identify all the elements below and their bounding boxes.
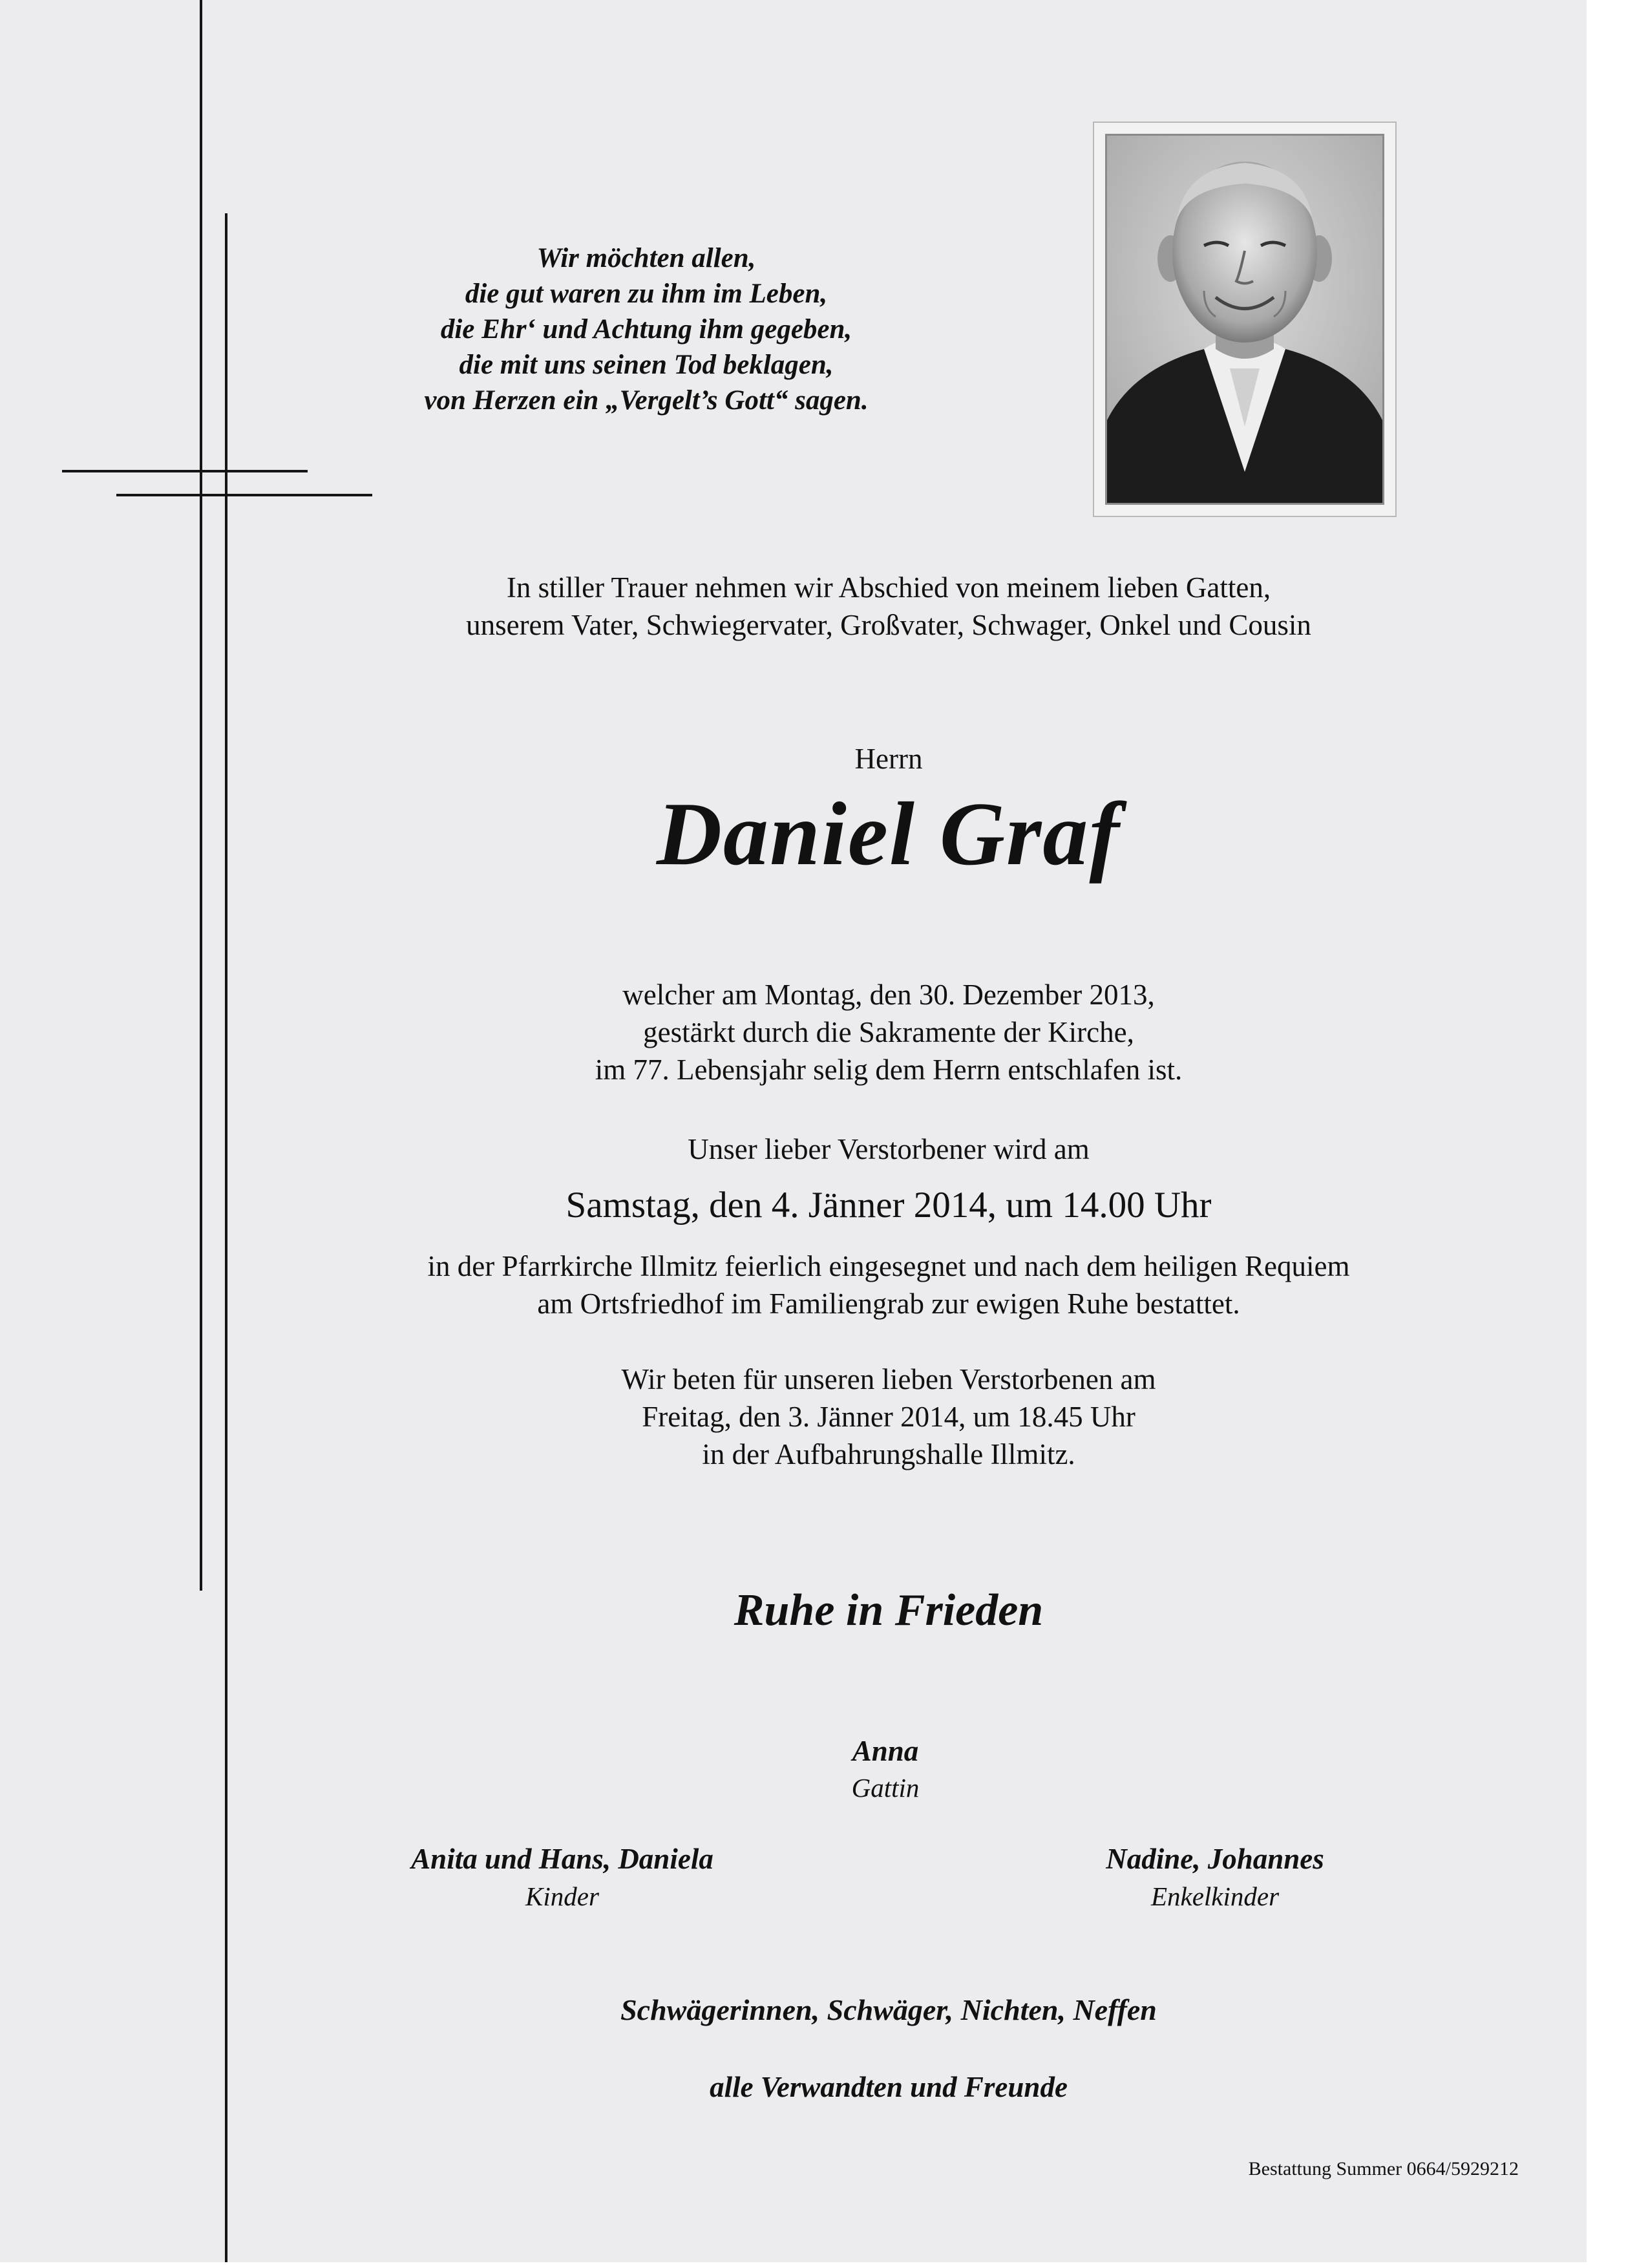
intro-line: unserem Vater, Schwiegervater, Großvater, Schwager, Onkel und Cousin [466,609,1311,641]
prayer-line: Wir beten für unseren lieben Verstorbenen am [621,1363,1156,1395]
death-line: welcher am Montag, den 30. Dezember 2013, [622,979,1155,1011]
burial-line: in der Pfarrkirche Illmitz feierlich eingesegnet und nach dem heiligen Requiem [427,1250,1350,1282]
prayer-notice [388,1361,1389,1473]
poem-line: von Herzen ein „Vergelt’s Gott“ sagen. [424,385,869,416]
salutation: Herrn [854,743,923,775]
portrait-photo [1105,134,1384,505]
death-line: gestärkt durch die Sakramente der Kirche, [643,1016,1134,1048]
poem-line: die gut waren zu ihm im Leben, [465,279,828,309]
rest-in-peace: Ruhe in Frieden [734,1585,1044,1635]
portrait-frame [1093,122,1397,517]
intro-line: In stiller Trauer nehmen wir Abschied von meinem lieben Gatten, [506,571,1271,604]
burial-place [291,1247,1486,1322]
deceased-name: Daniel Graf [656,784,1121,884]
death-notice [323,976,1454,1088]
portrait-illustration [1107,136,1382,503]
burial-date: Samstag, den 4. Jänner 2014, um 14.00 Uhr [565,1185,1212,1225]
memorial-poem [388,240,905,418]
relatives: alle Verwandten und Freunde [710,2071,1068,2103]
poem-line: Wir möchten allen, [536,243,756,273]
prayer-line: Freitag, den 3. Jänner 2014, um 18.45 Uhr [642,1401,1136,1433]
death-line: im 77. Lebensjahr selig dem Herrn entschlafen ist. [595,1054,1183,1086]
spouse-name: Anna [852,1735,919,1767]
children-role: Kinder [525,1881,599,1911]
cross-bar-lower [116,494,372,496]
cross-bar-upper [62,470,308,472]
funeral-home-footer: Bestattung Summer 0664/5929212 [1248,2158,1519,2179]
grandchildren-role: Enkelkinder [1150,1881,1280,1911]
children-names: Anita und Hans, Daniela [411,1843,713,1875]
burial-intro: Unser lieber Verstorbener wird am [688,1133,1090,1165]
poem-line: die mit uns seinen Tod beklagen, [459,350,834,380]
cross-vertical-inner [225,213,227,2262]
grandchildren-names: Nadine, Johannes [1106,1843,1324,1875]
poem-line: die Ehr‘ und Achtung ihm gegeben, [440,314,852,344]
burial-line: am Ortsfriedhof im Familiengrab zur ewigen Ruhe bestattet. [537,1288,1240,1320]
mourning-intro [259,569,1519,644]
in-laws: Schwägerinnen, Schwäger, Nichten, Neffen [620,1993,1157,2026]
spouse-role: Gattin [851,1773,920,1803]
prayer-line: in der Aufbahrungshalle Illmitz. [702,1438,1075,1470]
cross-vertical-outer [200,0,202,1591]
